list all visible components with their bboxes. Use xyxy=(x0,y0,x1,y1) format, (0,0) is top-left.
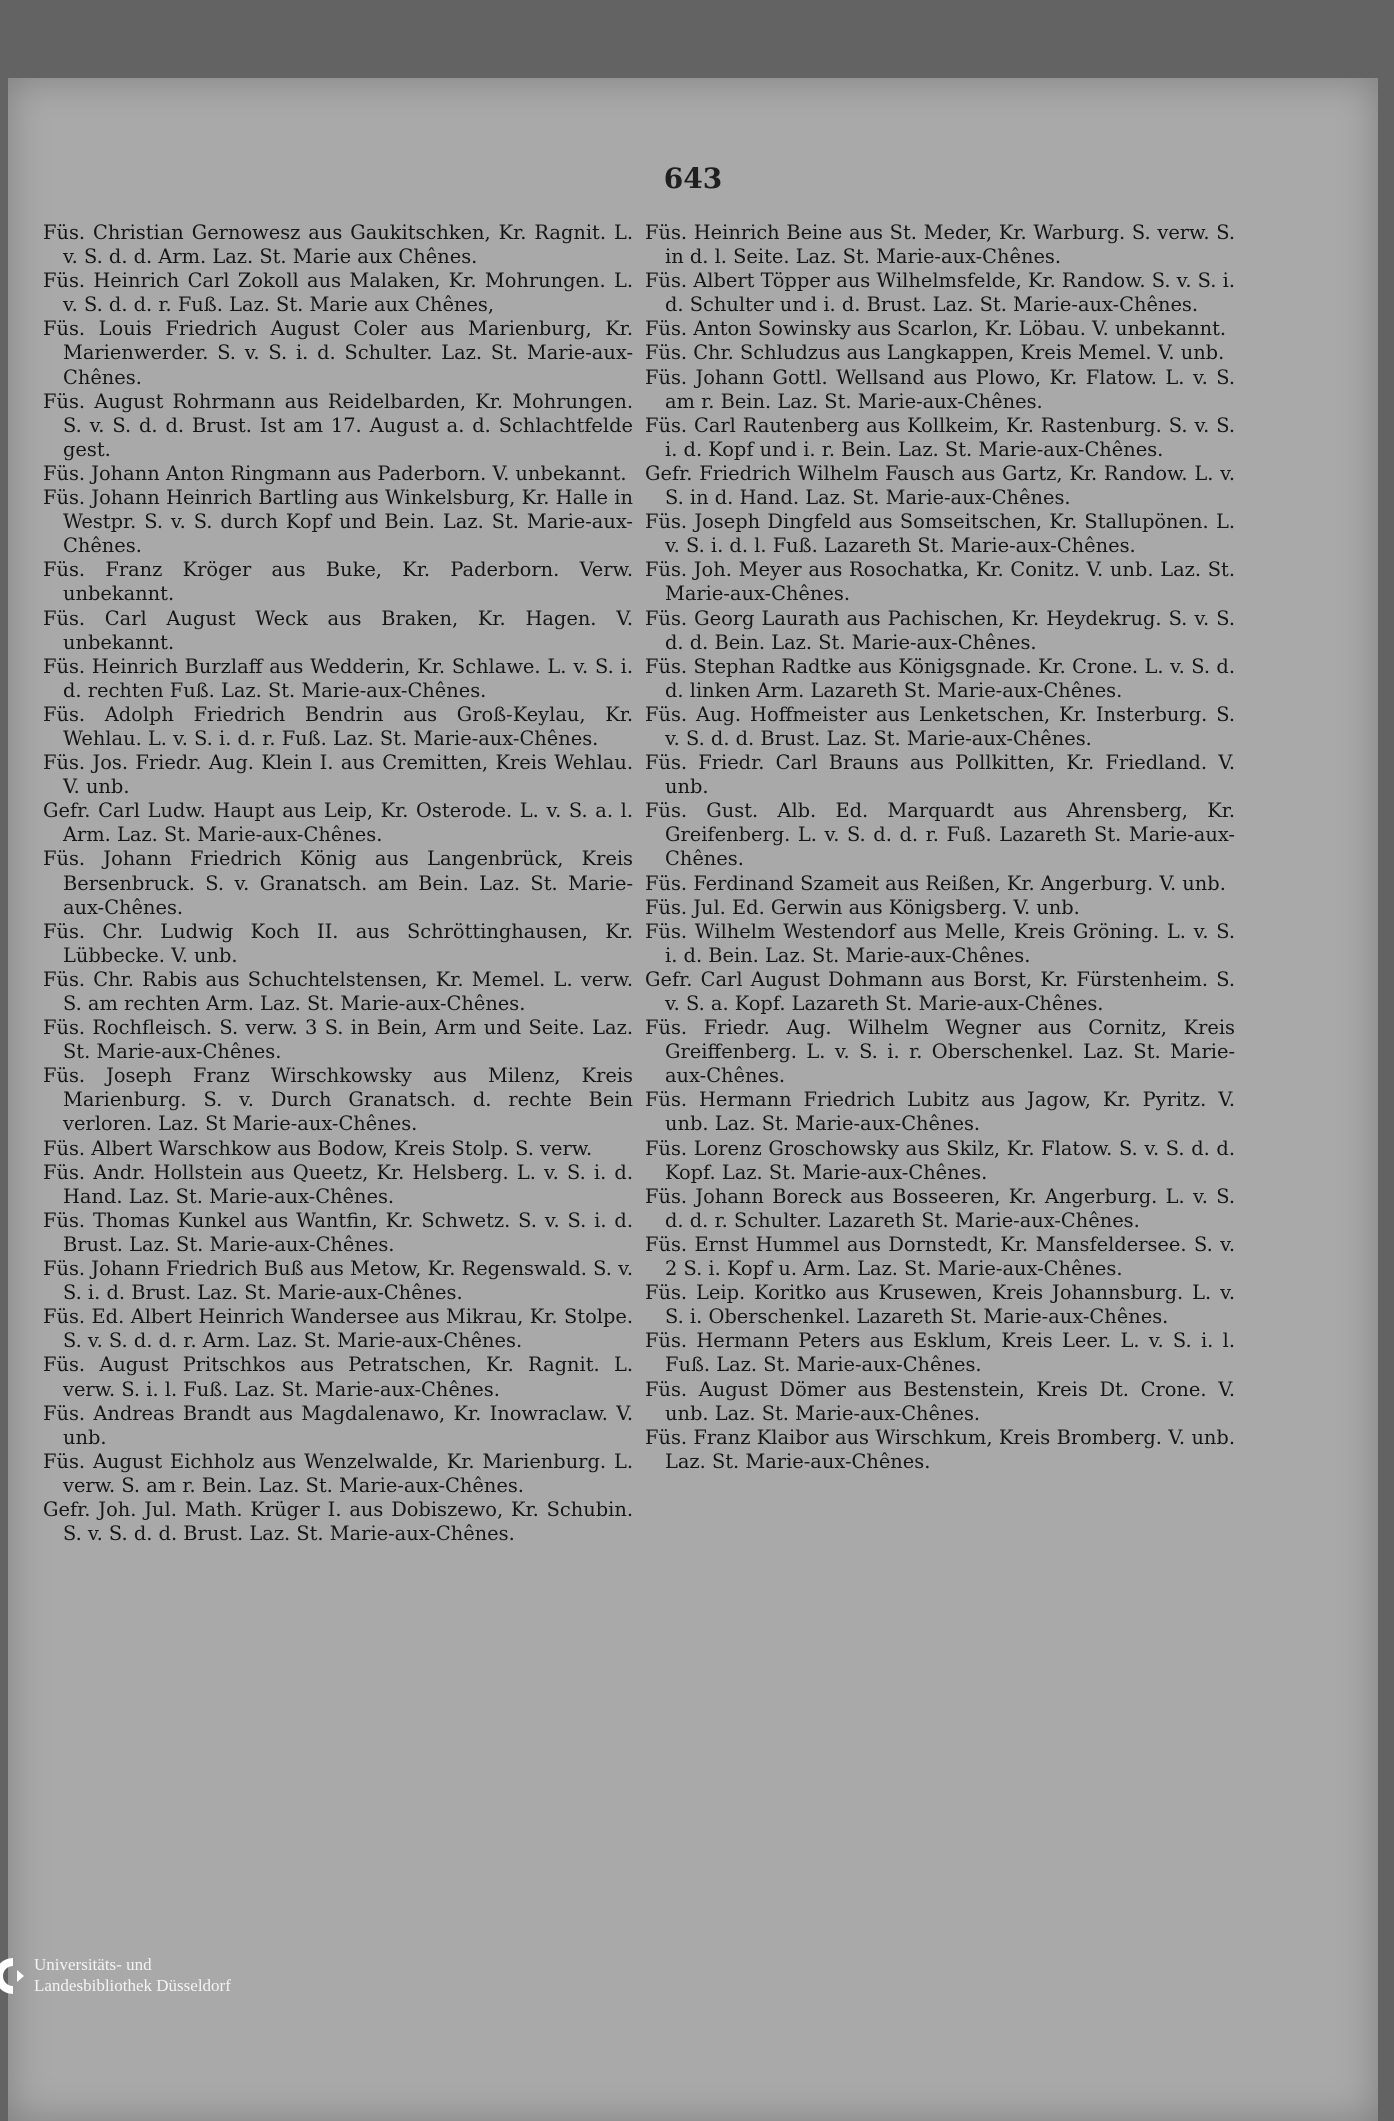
library-watermark xyxy=(0,1952,360,2002)
casualty-entry: Füs. Ferdinand Szameit aus Reißen, Kr. Angerburg. V. unb. xyxy=(645,871,1226,895)
casualty-entry: Füs. Jul. Ed. Gerwin aus Königsberg. V. unb. xyxy=(645,895,1080,919)
casualty-entry: Füs. Johann Heinrich Bartling aus Winkelsburg, Kr. Halle in Westpr. S. v. S. durch Kopf und Bein. Laz. St. Marie-aux-Chênes. xyxy=(43,486,633,558)
casualty-entry: Füs. Heinrich Beine aus St. Meder, Kr. Warburg. S. verw. S. in d. l. Seite. Laz. St. Marie-aux-Chênes. xyxy=(645,221,1235,269)
casualty-entry: Füs. Leip. Koritko aus Krusewen, Kreis Johannsburg. L. v. S. i. Oberschenkel. Lazareth St. Marie-aux-Chênes. xyxy=(645,1281,1235,1329)
casualty-entry: Füs. Aug. Hoffmeister aus Lenketschen, Kr. Insterburg. S. v. S. d. d. Brust. Laz. St. Marie-aux-Chênes. xyxy=(645,702,1235,750)
casualty-entry: Füs. Hermann Peters aus Esklum, Kreis Leer. L. v. S. i. l. Fuß. Laz. St. Marie-aux-Chênes. xyxy=(645,1329,1235,1377)
document-page xyxy=(8,78,1378,2121)
casualty-entry: Füs. Chr. Rabis aus Schuchtelstensen, Kr. Memel. L. verw. S. am rechten Arm. Laz. St. Marie-aux-Chênes. xyxy=(43,967,633,1015)
casualty-entry: Füs. Franz Klaibor aus Wirschkum, Kreis Bromberg. V. unb. Laz. St. Marie-aux-Chênes. xyxy=(645,1425,1235,1473)
casualty-entry: Füs. Lorenz Groschowsky aus Skilz, Kr. Flatow. S. v. S. d. d. Kopf. Laz. St. Marie-aux-Chênes. xyxy=(645,1136,1235,1184)
casualty-entry: Füs. Heinrich Burzlaff aus Wedderin, Kr. Schlawe. L. v. S. i. d. rechten Fuß. Laz. St. Marie-aux-Chênes. xyxy=(43,654,633,702)
casualty-entry: Füs. Friedr. Aug. Wilhelm Wegner aus Cornitz, Kreis Greiffenberg. L. v. S. i. r. Oberschenkel. Laz. St. Marie-aux-Chênes. xyxy=(645,1016,1235,1088)
casualty-entry: Füs. August Rohrmann aus Reidelbarden, Kr. Mohrungen. S. v. S. d. d. Brust. Ist am 17. August a. d. Schlachtfelde gest. xyxy=(43,389,633,461)
casualty-entry: Füs. Chr. Ludwig Koch II. aus Schröttinghausen, Kr. Lübbecke. V. unb. xyxy=(43,919,633,967)
casualty-entry: Füs. Heinrich Carl Zokoll aus Malaken, Kr. Mohrungen. L. v. S. d. d. r. Fuß. Laz. St. Marie aux Chênes, xyxy=(43,269,633,317)
casualty-entry: Füs. Stephan Radtke aus Königsgnade. Kr. Crone. L. v. S. d. d. linken Arm. Lazareth St. Marie-aux-Chênes. xyxy=(645,654,1235,702)
watermark-line-1: Universitäts- und xyxy=(34,1955,152,1974)
right-column xyxy=(645,221,1235,1474)
casualty-entry: Füs. Albert Warschkow aus Bodow, Kreis Stolp. S. verw. xyxy=(43,1136,593,1160)
ulb-logo-icon xyxy=(0,1956,26,1996)
casualty-entry: Füs. August Eichholz aus Wenzelwalde, Kr. Marienburg. L. verw. S. am r. Bein. Laz. St. Marie-aux-Chênes. xyxy=(43,1449,633,1497)
casualty-entry: Füs. Jos. Friedr. Aug. Klein I. aus Cremitten, Kreis Wehlau. V. unb. xyxy=(43,751,633,799)
watermark-line-2: Landesbibliothek Düsseldorf xyxy=(34,1976,231,1995)
casualty-entry: Füs. Johann Friedrich König aus Langenbrück, Kreis Bersenbruck. S. v. Granatsch. am Bein. Laz. St. Marie-aux-Chênes. xyxy=(43,847,633,919)
casualty-entry: Füs. Thomas Kunkel aus Wantfin, Kr. Schwetz. S. v. S. i. d. Brust. Laz. St. Marie-aux-Chênes. xyxy=(43,1208,633,1256)
casualty-entry: Füs. Johann Friedrich Buß aus Metow, Kr. Regenswald. S. v. S. i. d. Brust. Laz. St. Marie-aux-Chênes. xyxy=(43,1257,633,1305)
casualty-entry: Füs. Christian Gernowesz aus Gaukitschken, Kr. Ragnit. L. v. S. d. d. Arm. Laz. St. Marie aux Chênes. xyxy=(43,221,633,269)
casualty-entry: Füs. Adolph Friedrich Bendrin aus Groß-Keylau, Kr. Wehlau. L. v. S. i. d. r. Fuß. Laz. St. Marie-aux-Chênes. xyxy=(43,702,633,750)
casualty-entry: Füs. Carl Rautenberg aus Kollkeim, Kr. Rastenburg. S. v. S. i. d. Kopf und i. r. Bein. Laz. St. Marie-aux-Chênes. xyxy=(645,413,1235,461)
casualty-entry: Gefr. Carl August Dohmann aus Borst, Kr. Fürstenheim. S. v. S. a. Kopf. Lazareth St. Marie-aux-Chênes. xyxy=(645,967,1235,1015)
casualty-entry: Füs. Joseph Franz Wirschkowsky aus Milenz, Kreis Marienburg. S. v. Durch Granatsch. d. rechte Bein verloren. Laz. St Marie-aux-Chênes. xyxy=(43,1064,633,1136)
casualty-entry: Gefr. Joh. Jul. Math. Krüger I. aus Dobiszewo, Kr. Schubin. S. v. S. d. d. Brust. Laz. St. Marie-aux-Chênes. xyxy=(43,1497,633,1546)
watermark-text xyxy=(34,1954,231,1996)
casualty-entry: Gefr. Friedrich Wilhelm Fausch aus Gartz, Kr. Randow. L. v. S. in d. Hand. Laz. St. Marie-aux-Chênes. xyxy=(645,461,1235,510)
casualty-entry: Füs. Gust. Alb. Ed. Marquardt aus Ahrensberg, Kr. Greifenberg. L. v. S. d. d. r. Fuß. Lazareth St. Marie-aux-Chênes. xyxy=(645,799,1235,871)
casualty-entry: Füs. Johann Anton Ringmann aus Paderborn. V. unbekannt. xyxy=(43,461,627,485)
casualty-entry: Füs. Joseph Dingfeld aus Somseitschen, Kr. Stallupönen. L. v. S. i. d. l. Fuß. Lazareth St. Marie-aux-Chênes. xyxy=(645,510,1235,558)
casualty-entry: Gefr. Carl Ludw. Haupt aus Leip, Kr. Osterode. L. v. S. a. l. Arm. Laz. St. Marie-aux-Chênes. xyxy=(43,799,633,847)
casualty-entry: Füs. Friedr. Carl Brauns aus Pollkitten, Kr. Friedland. V. unb. xyxy=(645,751,1235,799)
casualty-entry: Füs. Hermann Friedrich Lubitz aus Jagow, Kr. Pyritz. V. unb. Laz. St. Marie-aux-Chênes. xyxy=(645,1088,1235,1136)
casualty-entry: Füs. Wilhelm Westendorf aus Melle, Kreis Gröning. L. v. S. i. d. Bein. Laz. St. Marie-aux-Chênes. xyxy=(645,919,1235,967)
casualty-entry: Füs. Andr. Hollstein aus Queetz, Kr. Helsberg. L. v. S. i. d. Hand. Laz. St. Marie-aux-Chênes. xyxy=(43,1160,633,1208)
casualty-entry: Füs. Rochfleisch. S. verw. 3 S. in Bein, Arm und Seite. Laz. St. Marie-aux-Chênes. xyxy=(43,1016,633,1064)
casualty-entry: Füs. Georg Laurath aus Pachischen, Kr. Heydekrug. S. v. S. d. d. Bein. Laz. St. Marie-aux-Chênes. xyxy=(645,606,1235,654)
casualty-entry: Füs. Albert Töpper aus Wilhelmsfelde, Kr. Randow. S. v. S. i. d. Schulter und i. d. Brust. Laz. St. Marie-aux-Chênes. xyxy=(645,269,1235,317)
casualty-entry: Füs. August Pritschkos aus Petratschen, Kr. Ragnit. L. verw. S. i. l. Fuß. Laz. St. Marie-aux-Chênes. xyxy=(43,1353,633,1401)
casualty-entry: Füs. Louis Friedrich August Coler aus Marienburg, Kr. Marienwerder. S. v. S. i. d. Schulter. Laz. St. Marie-aux-Chênes. xyxy=(43,317,633,389)
casualty-entry: Füs. Carl August Weck aus Braken, Kr. Hagen. V. unbekannt. xyxy=(43,606,633,654)
casualty-entry: Füs. Ernst Hummel aus Dornstedt, Kr. Mansfeldersee. S. v. 2 S. i. Kopf u. Arm. Laz. St. Marie-aux-Chênes. xyxy=(645,1232,1235,1281)
casualty-entry: Füs. Johann Gottl. Wellsand aus Plowo, Kr. Flatow. L. v. S. am r. Bein. Laz. St. Marie-aux-Chênes. xyxy=(645,365,1235,413)
casualty-entry: Füs. August Dömer aus Bestenstein, Kreis Dt. Crone. V. unb. Laz. St. Marie-aux-Chênes. xyxy=(645,1377,1235,1425)
casualty-entry: Füs. Chr. Schludzus aus Langkappen, Kreis Memel. V. unb. xyxy=(645,341,1225,365)
casualty-entry: Füs. Joh. Meyer aus Rosochatka, Kr. Conitz. V. unb. Laz. St. Marie-aux-Chênes. xyxy=(645,558,1235,606)
casualty-entry: Füs. Andreas Brandt aus Magdalenawo, Kr. Inowraclaw. V. unb. xyxy=(43,1401,633,1449)
casualty-entry: Füs. Franz Kröger aus Buke, Kr. Paderborn. Verw. unbekannt. xyxy=(43,558,633,606)
left-column xyxy=(43,221,633,1546)
casualty-entry: Füs. Ed. Albert Heinrich Wandersee aus Mikrau, Kr. Stolpe. S. v. S. d. d. r. Arm. Laz. St. Marie-aux-Chênes. xyxy=(43,1305,633,1353)
casualty-entry: Füs. Anton Sowinsky aus Scarlon, Kr. Löbau. V. unbekannt. xyxy=(645,317,1227,341)
casualty-entry: Füs. Johann Boreck aus Bosseeren, Kr. Angerburg. L. v. S. d. d. r. Schulter. Lazareth St. Marie-aux-Chênes. xyxy=(645,1184,1235,1232)
page-number: 643 xyxy=(663,162,723,195)
